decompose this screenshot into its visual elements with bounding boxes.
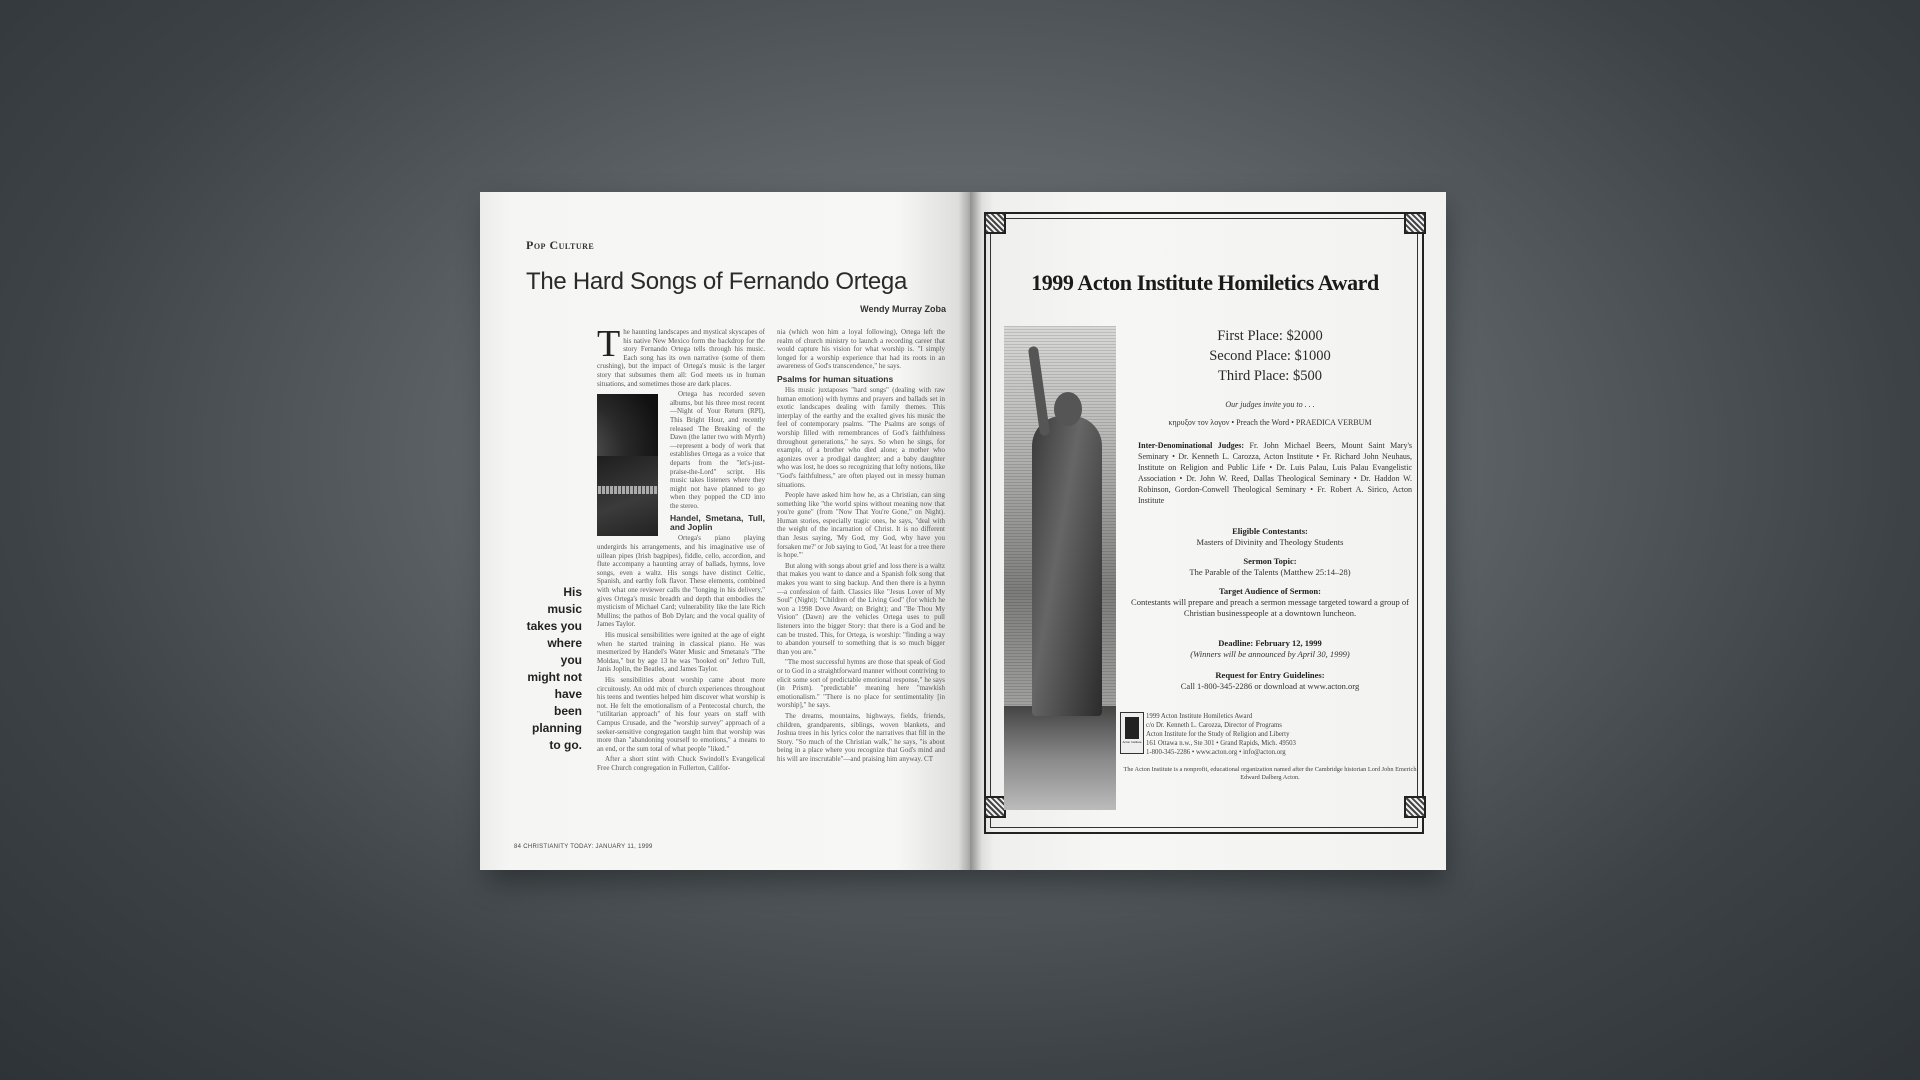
article-paragraph: The haunting landscapes and mystical skyscapes of his native New Mexico form the backdrop for the story Fernando Ortega tells through his music. Each song has its own narrative (some of them crushing), but the impact of Ortega's music is the larger story that subsumes them all: God meets us in human situations, and sometimes those are dark places. [597,328,765,388]
subhead-handel: Handel, Smetana, Tull, and Joplin [670,513,765,533]
judges-label: Inter-Denominational Judges: [1138,441,1245,450]
article-column-2 [777,328,945,828]
judges-list [1138,440,1412,506]
topic-heading: Sermon Topic: [1243,556,1297,566]
eligible-heading: Eligible Contestants: [1232,526,1308,536]
prize-third: Third Place: $500 [1218,368,1322,384]
corner-ornament-icon [1404,796,1426,818]
article-paragraph: The dreams, mountains, highways, fields, friends, children, grandparents, siblings, woven blankets, and Joshua trees in his lyrics color the narratives that fill in the Story. "So much of the Christian walk," he says, "is about being in a place where you recognize that God's mind and his will are inscrutable"—and praising him anyway. CT [777,711,945,763]
corner-ornament-icon [984,796,1006,818]
topic-block [1120,556,1420,578]
preacher-engraving [1004,326,1116,810]
corner-ornament-icon [1404,212,1426,234]
ad-title: 1999 Acton Institute Homiletics Award [1031,270,1379,295]
article-paragraph: After a short stint with Chuck Swindoll's Evangelical Free Church congregation in Fullerton, Califor- [597,755,765,772]
article-headline: The Hard Songs of Fernando Ortega [526,268,907,295]
ad-invite: Our judges invite you to . . . [1225,400,1315,409]
photo-frame [597,394,664,536]
acton-logo-icon [1120,712,1144,754]
article-byline: Wendy Murray Zoba [860,304,946,314]
ad-footer: The Acton Institute is a nonprofit, educational organization named after the Cambridge historian Lord John Emerich Edward Dalberg Acton. [1123,766,1417,781]
eligible-text: Masters of Divinity and Theology Students [1196,537,1344,547]
article-paragraph: Ortega's piano playing undergirds his arrangements, and his imaginative use of uillean pipes (Irish bagpipes), fiddle, cello, accordion, and flute accompany a haunting array of ballads, hymns, love songs, even a waltz. His songs have distinct Celtic, Spanish, and earthy folk flavor. These elements, combined with what one reviewer calls the "longing in his delivery," gives Ortega's music breadth and depth that embodies the mysticism of Michael Card; vulnerability like the late Rich Mullins; the pathos of Bob Dylan; and the vocal quality of James Taylor. [597,534,765,629]
article-paragraph: But along with songs about grief and loss there is a waltz that makes you want to dance and a Spanish folk song that makes you want to sing backup. And then there is a hymn—a confession of faith. Classics like "Jesus Lover of My Soul" (Night); "Children of the Living God" (for which he won a 1998 Dove Award; on Bright); and "Be Thou My Vision" (Dawn) are the vehicles Ortega uses to pull listeners into the bigger Story: that there is a God and he can be trusted. This, for Ortega, is worship: "finding a way to abandon yourself to something that is so much bigger than you are." [777,561,945,656]
mailing-address: 1999 Acton Institute Homiletics Award c/o Dr. Kenneth L. Carozza, Director of Programs Acton Institute for the Study of Religion and Liberty 161 Ottawa n.w., Ste 301 • Grand Rapids, Mich. 49503 1-800-345-2286 • www.acton.org • info@acton.org [1146,713,1296,756]
corner-ornament-icon [984,212,1006,234]
subhead-psalms: Psalms for human situations [777,373,894,384]
article-paragraph: His music juxtaposes "hard songs" (dealing with raw human emotion) with hymns and prayers and ballads set in exotic landscapes dealing with family themes. This interplay of the earthy and the exalted gives his music the feel of contemporary psalms. "The Psalms are songs of worship filled with remembrances of God's faithfulness throughout generations," he says. So when he sings, for example, of a brother who died alone; a mother who agonizes over a prodigal daughter; and a baby daughter who was lost, he does so recognizing that lofty notions, like "God's faithfulness," are often played out in messy human situations. [777,385,945,489]
article-paragraph: "The most successful hymns are those that speak of God or to God in a straightforward manner without contriving to elicit some sort of predictable emotional response," he says (in Prism). "predictable" meaning here "mawkish emotionalism." "There is no place for sentimentality [in worship]," he says. [777,658,945,710]
audience-block [1120,586,1420,619]
magazine-spread [480,192,1446,870]
eligible-block [1120,526,1420,548]
audience-text: Contestants will prepare and preach a sermon message targeted toward a group of Christian businesspeople at a downtown luncheon. [1131,597,1409,618]
drop-cap: T [597,328,621,365]
prize-second: Second Place: $1000 [1209,348,1331,364]
page-folio: 84 CHRISTIANITY TODAY: JANUARY 11, 1999 [514,844,653,850]
request-text: Call 1-800-345-2286 or download at www.acton.org [1180,681,1360,691]
request-block [1120,670,1420,692]
deadline-note: (Winners will be announced by April 30, 1999) [1190,649,1350,659]
prize-first: First Place: $2000 [1217,328,1323,344]
article-paragraph: His sensibilities about worship came about more circuitously. An odd mix of church experiences throughout his teens and twenties helped him discover what worship is not. He felt the emotionalism of a Pentecostal church, the "utilitarian approach" of his four years on staff with Campus Crusade, and the "worship survey" approach of a seeker-sensitive congregation taught him that worship was more than "abandoning yourself to emotions," a means to an end, or the sum total of what people "liked." [597,675,765,753]
request-heading: Request for Entry Guidelines: [1215,670,1325,680]
page-gutter [958,192,982,870]
prize-list [1120,326,1420,386]
article-paragraph: People have asked him how he, as a Christian, can sing something like "the world spins without meaning now that you're gone" (from "Now That You're Gone," on Night). Human stories, especially tragic ones, he says, "deal with the weight of the incarnation of Christ. It is no different than Jesus saying, 'My God, my God, why have you forsaken me?' or Job saying to God, 'At least for a tree there is hope.'" [777,491,945,560]
deadline-block [1120,638,1420,660]
article-paragraph: nia (which won him a loyal following), Ortega left the realm of church ministry to launch a recording career that would capture his vision for what worship is. "I simply longed for a worship experience that had its roots in an awareness of God's transcendence," he says. [777,328,945,371]
article-paragraph: His musical sensibilities were ignited at the age of eight when he started training in classical piano. He was mesmerized by Handel's Water Music and Smetana's "The Moldau," but by age 13 he was "hooked on" Jethro Tull, Janis Joplin, the Beatles, and James Taylor. [597,631,765,674]
audience-heading: Target Audience of Sermon: [1219,586,1321,596]
deadline-heading: Deadline: February 12, 1999 [1218,638,1322,648]
logo-text: Acton Institute [1122,740,1142,744]
section-label: Pop Culture [526,238,595,252]
left-page [480,192,970,870]
ortega-piano-photo [597,394,658,536]
judges-names: Fr. John Michael Beers, Mount Saint Mary's Seminary • Dr. Kenneth L. Carozza, Acton Institute • Fr. Richard John Neuhaus, Institute on Religion and Public Life • Dr. Luis Palau, Luis Palau Evangelistic Association • Dr. John W. Reed, Dallas Theological Seminary • Dr. Haddon W. Robinson, Gordon-Conwell Theological Seminary • Fr. Robert A. Sirico, Acton Institute [1138,441,1413,505]
right-page-ad [970,192,1446,870]
topic-text: The Parable of the Talents (Matthew 25:14–28) [1189,567,1351,577]
article-paragraph: Ortega has recorded seven albums, but his three most recent—Night of Your Return (RPI), This Bright Hour, and recently released The Breaking of the Dawn (the latter two with Myrrh)—represent a body of work that establishes Ortega as a voice that departs from the "let's-just-praise-the-Lord" script. His music takes listeners where they might not have planned to go when they popped the CD into the stereo. [597,390,765,510]
ad-motto: κηρυξον τον λογον • Preach the Word • PRAEDICA VERBUM [1168,418,1372,427]
article-column-1 [597,328,765,828]
pull-quote: His music takes you where you might not have been planning to go. [526,585,582,752]
